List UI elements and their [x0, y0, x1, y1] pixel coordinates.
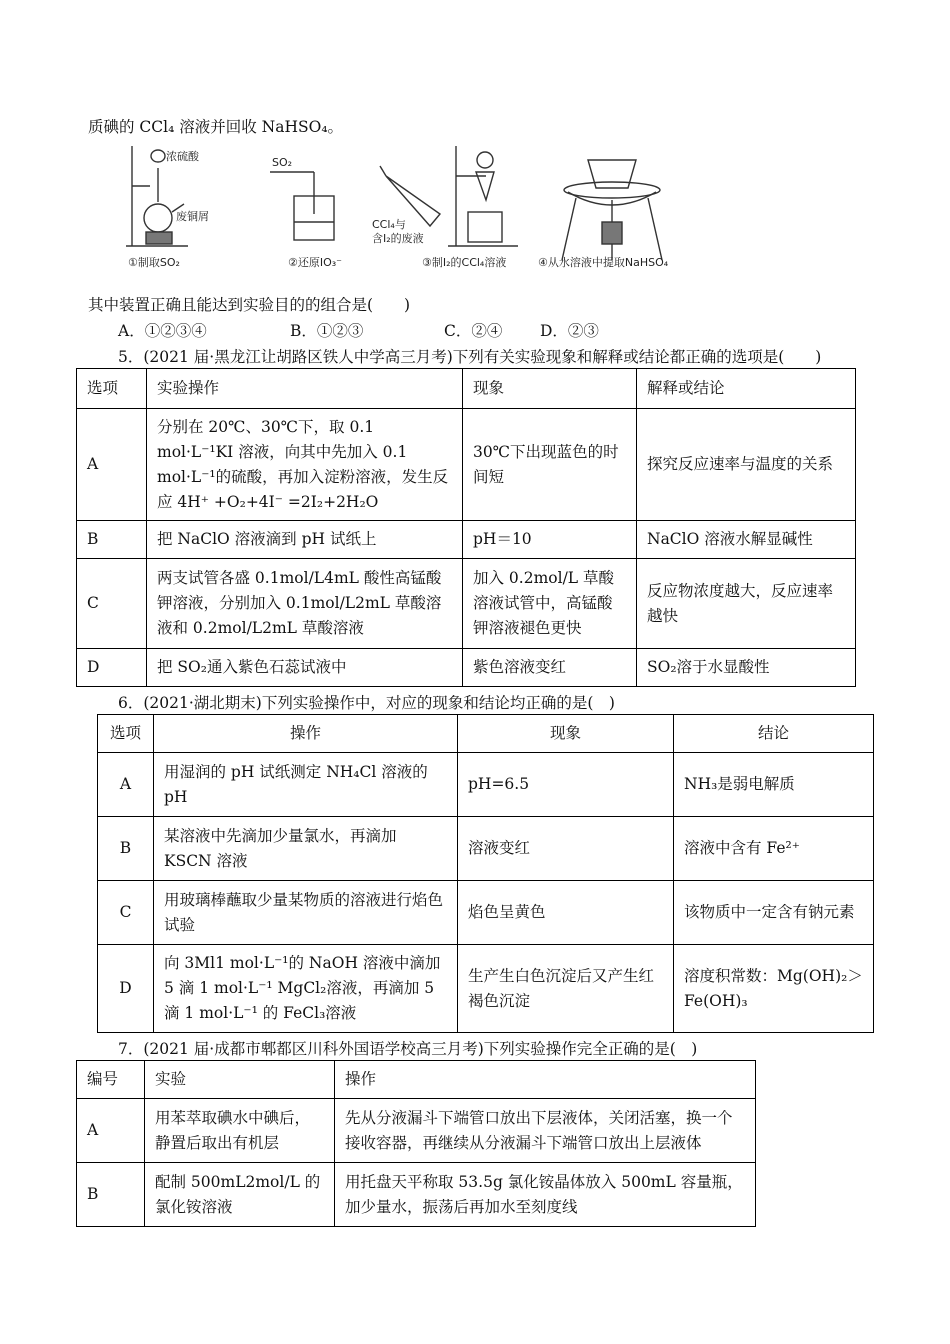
q5-table	[76, 368, 856, 687]
table-cell: A	[98, 753, 154, 817]
table-header-row	[98, 715, 874, 753]
header-cell: 操作	[154, 715, 458, 753]
table-cell: 探究反应速率与温度的关系	[637, 409, 856, 521]
header-cell: 现象	[463, 369, 637, 409]
table-cell: NH₃是弱电解质	[674, 753, 874, 817]
header-cell: 操作	[335, 1061, 756, 1099]
table-cell: A	[77, 409, 147, 521]
choice-a: A．①②③④	[118, 322, 207, 340]
table-cell: 先从分液漏斗下端管口放出下层液体，关闭活塞，换一个接收容器，再继续从分液漏斗下端管口放出上层液体	[335, 1099, 756, 1163]
table-cell: 生产生白色沉淀后又产生红褐色沉淀	[458, 945, 674, 1033]
q5-stem: 5．(2021 届·黑龙江让胡路区铁人中学高三月考)下列有关实验现象和解释或结论都正确的选项是( )	[118, 348, 822, 366]
label-ccl4-mix: CCl₄与	[372, 218, 406, 231]
header-cell: 实验	[145, 1061, 335, 1099]
table-row	[98, 945, 874, 1033]
table-cell: 分别在 20℃、30℃下，取 0.1 mol·L⁻¹KI 溶液，向其中先加入 0.1 mol·L⁻¹的硫酸，再加入淀粉溶液，发生反应 4H⁺ +O₂+4I⁻ =2I₂+2H₂O	[147, 409, 463, 521]
table-cell: 30℃下出现蓝色的时间短	[463, 409, 637, 521]
table-cell: B	[98, 817, 154, 881]
table-cell: pH=6.5	[458, 753, 674, 817]
header-cell: 选项	[98, 715, 154, 753]
header-cell: 解释或结论	[637, 369, 856, 409]
table-cell: 配制 500mL2mol/L 的氯化铵溶液	[145, 1163, 335, 1227]
table-cell: 把 NaClO 溶液滴到 pH 试纸上	[147, 521, 463, 559]
table-cell: D	[77, 649, 147, 687]
table-row	[98, 881, 874, 945]
label-so2: SO₂	[272, 156, 293, 169]
table-cell: 溶液中含有 Fe²⁺	[674, 817, 874, 881]
q6-table	[97, 714, 874, 1033]
table-cell: 反应物浓度越大，反应速率越快	[637, 559, 856, 649]
table-cell: 用苯萃取碘水中碘后，静置后取出有机层	[145, 1099, 335, 1163]
table-cell: 该物质中一定含有钠元素	[674, 881, 874, 945]
q7-stem: 7．(2021 届·成都市郫都区川科外国语学校高三月考)下列实验操作完全正确的是( )	[118, 1040, 698, 1058]
header-cell: 实验操作	[147, 369, 463, 409]
table-cell: 加入 0.2mol/L 草酸溶液试管中，高锰酸钾溶液褪色更快	[463, 559, 637, 649]
header-cell: 现象	[458, 715, 674, 753]
q6-stem: 6．(2021·湖北期末)下列实验操作中，对应的现象和结论均正确的是( )	[118, 694, 615, 712]
table-cell: 紫色溶液变红	[463, 649, 637, 687]
caption-1: ①制取SO₂	[128, 256, 180, 269]
table-row	[77, 409, 856, 521]
table-cell: A	[77, 1099, 145, 1163]
choice-b: B．①②③	[290, 322, 364, 340]
table-cell: 用玻璃棒蘸取少量某物质的溶液进行焰色试验	[154, 881, 458, 945]
table-header-row	[77, 1061, 756, 1099]
caption-3: ③制I₂的CCl₄溶液	[422, 256, 507, 269]
label-conc-acid: 浓硫酸	[166, 150, 199, 163]
table-cell: pH＝10	[463, 521, 637, 559]
table-cell: 用托盘天平称取 53.5g 氯化铵晶体放入 500mL 容量瓶，加少量水，振荡后再加水至刻度线	[335, 1163, 756, 1227]
q7-table	[76, 1060, 756, 1227]
table-cell: 溶液变红	[458, 817, 674, 881]
table-row	[98, 817, 874, 881]
table-cell: C	[98, 881, 154, 945]
label-waste-cu: 废铜屑	[176, 210, 209, 223]
table-cell: 用湿润的 pH 试纸测定 NH₄Cl 溶液的 pH	[154, 753, 458, 817]
intro-text: 质碘的 CCl₄ 溶液并回收 NaHSO₄。	[88, 118, 344, 136]
table-cell: C	[77, 559, 147, 649]
header-cell: 结论	[674, 715, 874, 753]
table-cell: B	[77, 521, 147, 559]
table-cell: SO₂溶于水显酸性	[637, 649, 856, 687]
q4-choices	[118, 320, 599, 342]
table-row	[77, 649, 856, 687]
q4-stem: 其中装置正确且能达到实验目的的组合是( )	[88, 296, 411, 314]
table-header-row	[77, 369, 856, 409]
table-cell: 向 3Ml1 mol·L⁻¹的 NaOH 溶液中滴加 5 滴 1 mol·L⁻¹ MgCl₂溶液，再滴加 5 滴 1 mol·L⁻¹ 的 FeCl₃溶液	[154, 945, 458, 1033]
caption-4: ④从水溶液中提取NaHSO₄	[538, 256, 669, 269]
choice-d: D．②③	[540, 322, 599, 340]
label-ccl4-mix2: 含I₂的废液	[372, 232, 424, 245]
choice-c: C．②④	[444, 322, 503, 340]
header-cell: 编号	[77, 1061, 145, 1099]
table-row	[77, 1099, 756, 1163]
caption-2: ②还原IO₃⁻	[288, 256, 342, 269]
table-row	[98, 753, 874, 817]
table-cell: NaClO 溶液水解显碱性	[637, 521, 856, 559]
table-cell: 把 SO₂通入紫色石蕊试液中	[147, 649, 463, 687]
header-cell: 选项	[77, 369, 147, 409]
table-cell: 溶度积常数：Mg(OH)₂＞Fe(OH)₃	[674, 945, 874, 1033]
table-cell: 焰色呈黄色	[458, 881, 674, 945]
apparatus-figure	[118, 142, 698, 274]
table-cell: B	[77, 1163, 145, 1227]
table-cell: 某溶液中先滴加少量氯水，再滴加 KSCN 溶液	[154, 817, 458, 881]
table-cell: 两支试管各盛 0.1mol/L4mL 酸性高锰酸钾溶液，分别加入 0.1mol/L2mL 草酸溶液和 0.2mol/L2mL 草酸溶液	[147, 559, 463, 649]
table-cell: D	[98, 945, 154, 1033]
table-row	[77, 521, 856, 559]
table-row	[77, 559, 856, 649]
table-row	[77, 1163, 756, 1227]
